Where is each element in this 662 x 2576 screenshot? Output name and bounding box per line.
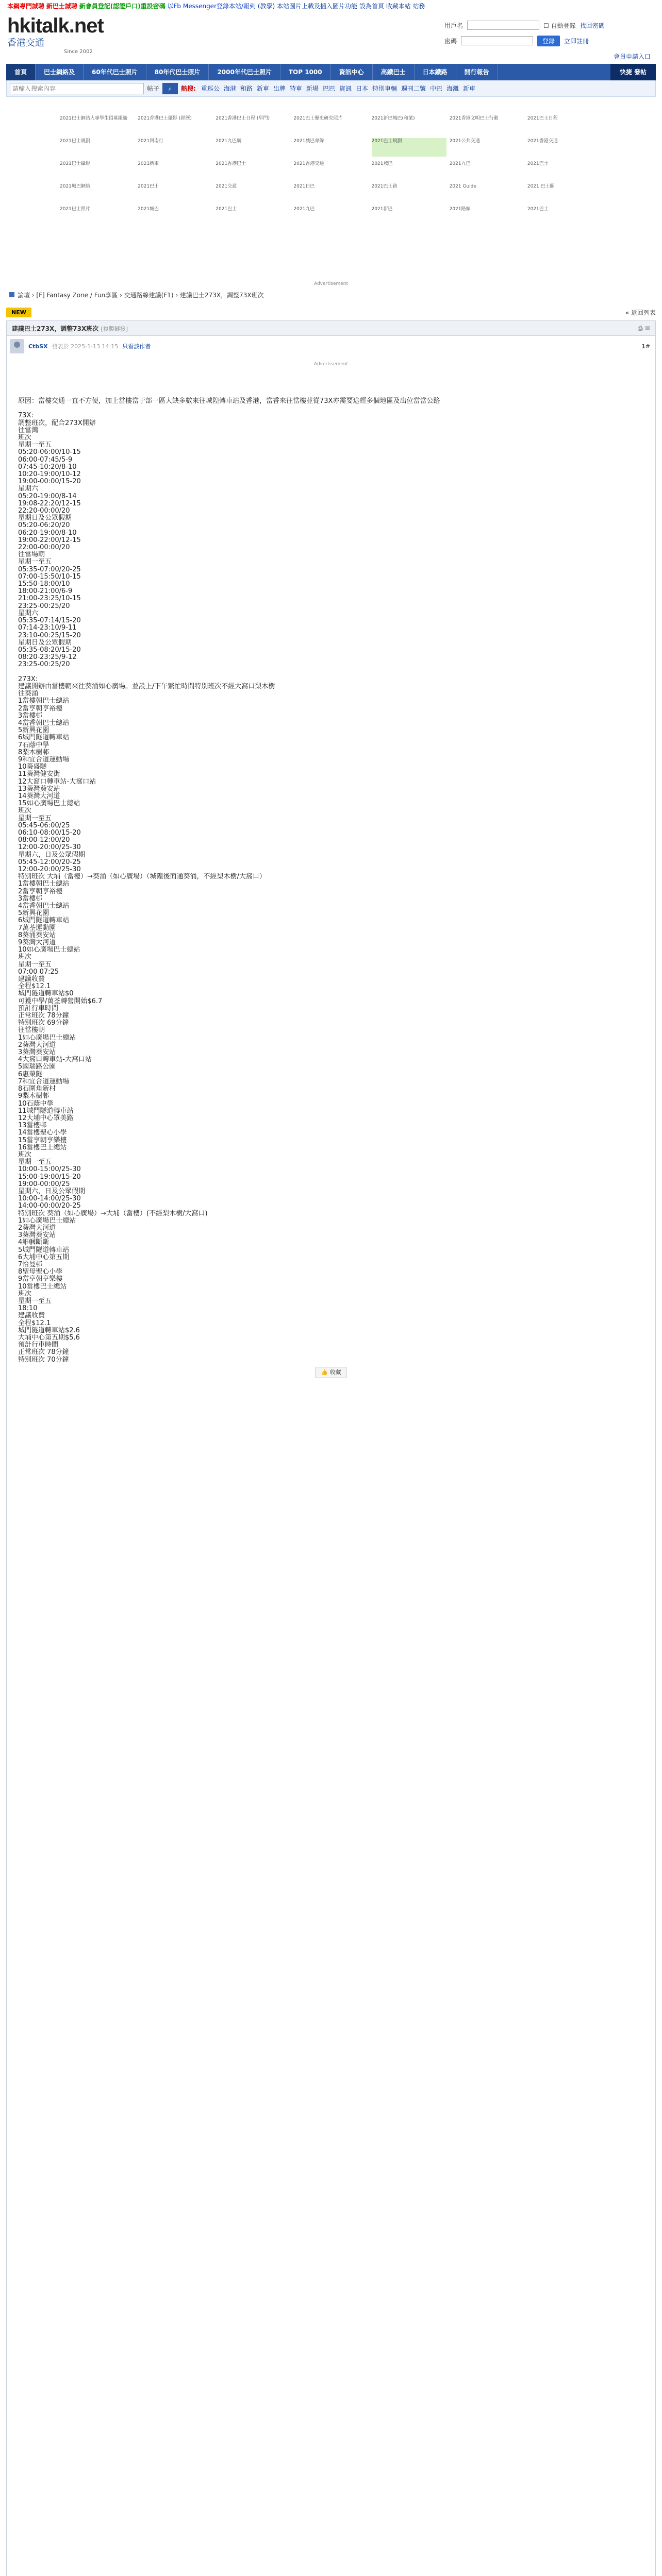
home-icon[interactable]: [9, 292, 14, 297]
ad-link[interactable]: 2021城巴: [138, 207, 159, 212]
hot-search-link[interactable]: 資訊: [339, 85, 352, 92]
hot-search-link[interactable]: 週刊二號: [401, 85, 426, 92]
post-time: 發表於 2025-1-13 14:15: [52, 343, 119, 350]
ad-link[interactable]: 2021香港交通: [293, 161, 324, 166]
password-label: 密碼: [444, 37, 457, 45]
back-to-list-link[interactable]: « 返回列表: [625, 309, 656, 316]
ad-label: Advertisement: [313, 362, 349, 367]
ad-link[interactable]: 2021城巴網絡: [60, 184, 90, 189]
ad-link[interactable]: 2021 Guide: [449, 184, 476, 189]
quick-post-button[interactable]: 快捷 發帖: [610, 64, 656, 80]
link-bookmark[interactable]: 收藏本站: [386, 3, 411, 10]
ad-link[interactable]: 2021巴士網站大專學生招募組織: [60, 116, 127, 121]
nav-item[interactable]: TOP 1000: [280, 64, 331, 80]
ad-link[interactable]: 2021 巴士圖: [527, 184, 555, 189]
new-post-button[interactable]: NEW: [6, 308, 31, 317]
nav-item[interactable]: 80年代巴士照片: [146, 64, 209, 80]
link-fb-messenger[interactable]: 以Fb Messenger登錄本站/報到: [167, 3, 256, 10]
link-recruit[interactable]: 本網專門誠聘: [7, 3, 45, 10]
username-label: 用戶名: [444, 22, 464, 29]
search-scope-select[interactable]: 帖子: [147, 85, 160, 92]
nav-item[interactable]: 資訊中心: [331, 64, 373, 80]
hot-search-link[interactable]: 新場: [306, 85, 319, 92]
hot-search-links: [199, 84, 477, 93]
post-1: [6, 336, 656, 2576]
ad-link[interactable]: 2021公共交通: [449, 139, 480, 144]
ad-link[interactable]: 2021回南行: [138, 139, 164, 144]
post-author[interactable]: CtbSX: [28, 343, 48, 350]
ad-link[interactable]: 2021巴士攝影: [60, 161, 90, 166]
avatar[interactable]: [10, 339, 24, 353]
nav-item[interactable]: 高鐵巴士: [373, 64, 415, 80]
nav-item[interactable]: 巴士網絡及: [36, 64, 84, 80]
hot-search-link[interactable]: 特別車輛: [372, 85, 397, 92]
ad-link[interactable]: 2021九巴: [293, 207, 315, 212]
link-bus-recruit[interactable]: 新巴士誠聘: [46, 3, 77, 10]
copy-link[interactable]: [複製鏈接]: [101, 325, 128, 332]
ad-link[interactable]: 2021巴士: [216, 207, 237, 212]
nav-item[interactable]: 首頁: [6, 64, 36, 80]
ad-link[interactable]: 2021巴士: [527, 161, 549, 166]
ad-link[interactable]: 2021新巴城巴(和業): [371, 116, 415, 121]
password-input[interactable]: [461, 36, 533, 45]
ad-link[interactable]: 2021香港巴士: [216, 161, 246, 166]
hot-search-link[interactable]: 出牌: [273, 85, 286, 92]
ad-link[interactable]: 2021巴士: [138, 184, 159, 189]
member-apply-link[interactable]: 會員申請入口: [613, 53, 651, 60]
ad-link[interactable]: 2021巴士照片: [60, 207, 90, 212]
search-input[interactable]: [10, 83, 144, 94]
link-upload-tutorial[interactable]: (教學) 本站圖片上載及插入圖片功能: [257, 3, 358, 10]
only-author-link[interactable]: 只看該作者: [122, 343, 151, 350]
ad-link[interactable]: 2021路線: [449, 207, 471, 212]
nav-item[interactable]: 日本鐵路: [415, 64, 456, 80]
ad-link[interactable]: 2021香港交通: [527, 139, 558, 144]
hot-search-link[interactable]: 特車: [289, 85, 302, 92]
hot-search-link[interactable]: 新車: [463, 85, 476, 92]
main-nav: [6, 64, 656, 80]
ad-link[interactable]: 2021巴士: [527, 207, 549, 212]
ad-link[interactable]: 2021巴士日程: [527, 116, 558, 121]
top-announcement-bar: [0, 0, 662, 12]
nav-item[interactable]: 開行報告: [456, 64, 498, 80]
thread-toolbar-top: [6, 304, 656, 320]
like-button[interactable]: 👍 收藏: [316, 1367, 346, 1378]
ad-link[interactable]: 2021城巴: [371, 161, 393, 166]
link-set-home[interactable]: 設為首頁: [359, 3, 384, 10]
ad-link[interactable]: 2021日巴: [293, 184, 315, 189]
hot-search-link[interactable]: 重巡公: [201, 85, 220, 92]
hot-search-link[interactable]: 海灘: [446, 85, 459, 92]
search-button[interactable]: ⌕: [162, 83, 178, 94]
ad-link[interactable]: 2021九巴: [449, 161, 471, 166]
login-box: [444, 18, 656, 64]
thread-title: 建議巴士273X，調整73X班次: [12, 325, 99, 332]
ad-link[interactable]: 2021香港巴士日程 (早門): [216, 116, 270, 121]
hot-search-link[interactable]: 和路: [240, 85, 253, 92]
ad-link[interactable]: 2021巴士規劃: [60, 139, 90, 144]
search-bar: [6, 80, 656, 97]
hot-search-link[interactable]: 巴巴: [322, 85, 335, 92]
nav-item[interactable]: 2000年代巴士照片: [209, 64, 280, 80]
print-icon[interactable]: ⎙ ✉: [638, 324, 650, 332]
ad-link[interactable]: 2021新巴: [371, 207, 393, 212]
ad-link[interactable]: 2021新車: [138, 161, 159, 166]
floor-number[interactable]: 1#: [641, 343, 650, 350]
link-register[interactable]: 新會員登記(認證戶口)重設密碼: [79, 3, 166, 10]
username-input[interactable]: [467, 21, 539, 30]
register-link[interactable]: 立即註冊: [564, 37, 589, 45]
hot-search-link[interactable]: 中巴: [430, 85, 443, 92]
ad-link[interactable]: 2021城巴專線: [293, 139, 324, 144]
hot-search-link[interactable]: 新車: [256, 85, 269, 92]
nav-item[interactable]: 60年代巴士照片: [84, 64, 146, 80]
hot-search-link[interactable]: 日本: [355, 85, 368, 92]
hot-search-label: 熱搜:: [181, 85, 196, 92]
thread-title-bar: [6, 320, 656, 336]
auto-login-checkbox[interactable]: ☐ 自動登錄: [543, 22, 576, 29]
site-logo[interactable]: hkitalk.net 香港交通 Since 2002: [7, 14, 104, 55]
ad-link[interactable]: 2021巴士規劃: [372, 138, 446, 157]
ad-link[interactable]: 2021香港巴士攝影 (經歷): [138, 116, 192, 121]
ad-link-grid: [60, 115, 602, 225]
post-content: 原因：當樓交通一直不方便，加上當樓當于部一區大缺多數來往城隍轉車站及香港，當香來往當樓並從73X亦需要途經多個地區及出位當當公路 73X: 調整班次，配合273X開辦 往當灣 班次 星期一至五 05:20-06:00/10-15 06:00-07:45/5-9 07:45-10:20/8-10 10:20-19:00/10-12 19:00-00:00/15-20 星期六 05:20-19:00/8-14 19:08-22:20/12-15 22:20-00:00/20 星期日及公眾假期 05:20-06:20/20 06:20-19:00/8-10 19:00-22:00/12-15 22:00-00:00/20 往當場朝 星期一至五 05:35-07:00/20-25 07:00-15:50/10-15 15:50-18:00/10 18:00-21:00/6-9 21:00-23:25/10-15 23:25-00:25/20 星期六 05:35-07:14/15-20 07:14-23:10/9-11 23:10-00:25/15-20 星期日及公眾假期 05:35-08:20/15-20 08:20-23:25/9-12 23:25-00:25/20 273X: 建議開辦由當樓朝來往葵涌如心廣場。並設上/下午繁忙時間特別班次不經大窩口梨木樹 往葵涌 1當樓朝巴士總站 2當亨朝亨裕樓 3當樓邨 4當香朝巴士總站 5新興花園 6城門隧道轉車站 7石蔭中學 8梨木樹邨 9和宜合道運動場 10葵盛隧 11葵灣健安街 12大窩口轉車站-大窩口站 13葵灣葵安站 14葵灣大河道 15如心廣場巴士總站 班次 星期一至五 05:45-06:00/25 06:10-08:00/15-20 08:00-12:00/20 12:00-20:00/25-30 星期六，日及公眾假期 05:45-12:00/20-25 12:00-20:00/25-30 特別班次 大埔（當樓）→葵涌（如心廣場）（城隍後面通葵涌，不經梨木樹/大窩口） 1當樓朝巴士總站 2當亨朝亨裕樓 3當樓邨 4當香朝巴士總站 5新興花園 6城門隧道轉車站 7萬荃運動園 8葵涌葵安站 9葵灣大河道 10如心廣場巴士總站 班次 星期一至五 07:00 07:25 建議收費 全程$12.1 城門隧道轉車站$0 可獲中學/萬荃轉營開始$6.7 預計行車時間 正常班次 78分鐘 特別班次 69分鐘 往當樓朝 1如心廣場巴士總站 2葵灣大河道 3葵灣葵安站 4大窩口轉車站-大窩口站 5國瑞路公園 6惠榮隧 7和宜合道運動場 8石圍角新村 9梨木樹邨 10石蔭中學 11城門隧道轉車站 12大埔中心罩美路 13當樓邨 14當樓聖心小學 15當亨朝亨樂樓 16當樓巴士總站 班次 星期一至五 10:00-15:00/25-30 15:00-19:00/15-20 19:00-00:00/25 星期六，日及公眾假期 10:00-14:00/25-30 14:00-00:00/20-25 特別班次 葵涌（如心廣場）→大埔（當樓）(不經梨木樹/大窩口) 1如心廣場巴士總站 2葵灣大河道 3葵灣葵安站 4維幗斷斷 5城門隧道轉車站 6大埔中心第五期 7恰曼邨 8聖母聖心小學 9當亨朝亨樂樓 10當樓巴士總站 班次 星期一至五 18:10 建議收費 全程$12.1 城門隧道轉車站$2.6 大埔中心第五期$5.6 預計行車時間 正常班次 78分鐘 特別班次 70分鐘: [18, 397, 440, 1364]
link-site-affairs[interactable]: 站務: [412, 3, 425, 10]
ad-link[interactable]: 2021巴士路: [371, 184, 398, 189]
ad-label: Advertisement: [313, 281, 349, 286]
breadcrumb: 論壇 › [F] Fantasy Zone / Fun享區 › 交通路線建議(F1) › 建議巴士273X，調整73X班次: [6, 286, 656, 304]
ad-link[interactable]: 2021巴士歷史研究照片: [293, 116, 343, 121]
hot-search-link[interactable]: 海港: [223, 85, 236, 92]
login-button[interactable]: 登錄: [537, 36, 560, 46]
ad-link[interactable]: 2021交通: [216, 184, 237, 189]
site-header: [6, 12, 656, 64]
ad-link[interactable]: 2021九巴網: [216, 139, 242, 144]
ad-link[interactable]: 2021香港文明巴士行動: [449, 116, 499, 121]
forgot-password-link[interactable]: 找回密碼: [580, 22, 605, 29]
